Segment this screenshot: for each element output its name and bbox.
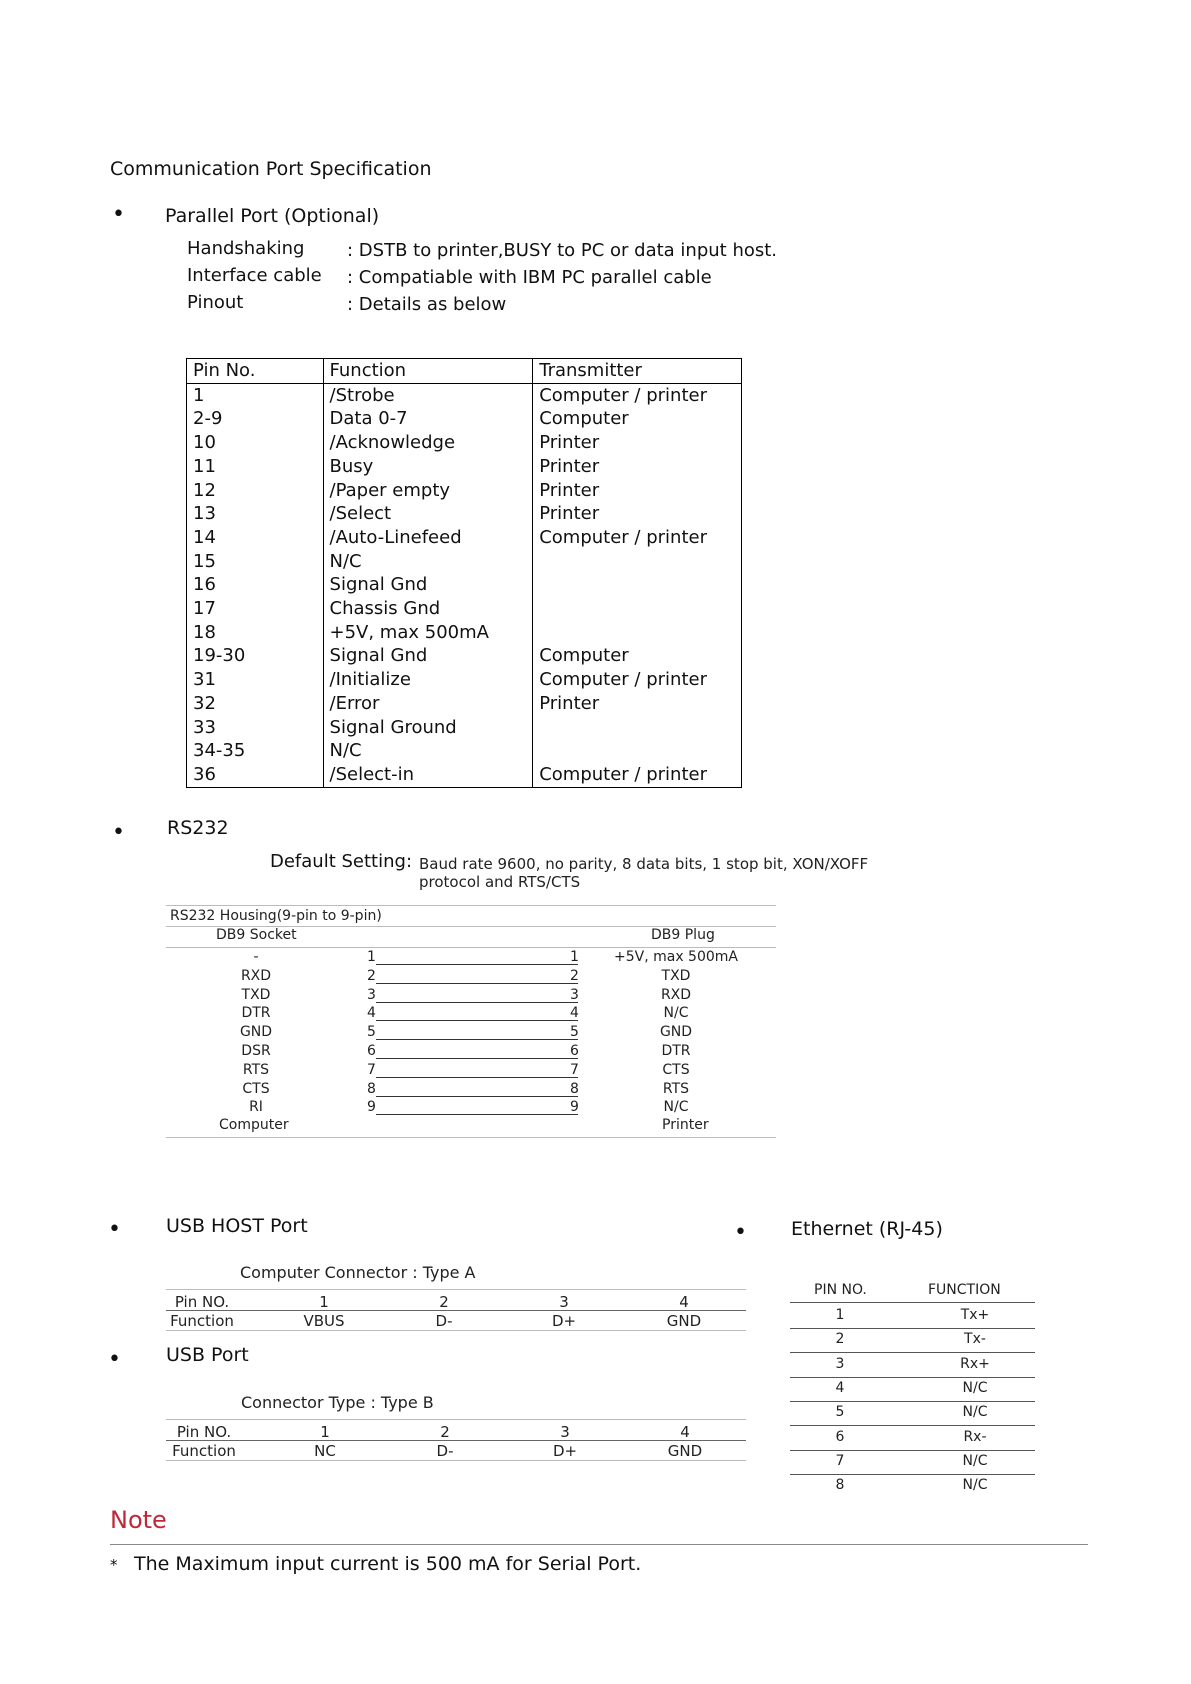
pin-no-label: Pin NO. (174, 1293, 230, 1311)
spec-key: Interface cable (187, 265, 322, 286)
function-cell: N/C (962, 1379, 988, 1396)
note-marker: * (110, 1556, 118, 1574)
pin-cell: 10 (187, 431, 324, 455)
pin-cell: 3 (835, 1355, 845, 1372)
transmitter-cell: Printer (533, 692, 742, 716)
pin-cell: 7 (835, 1452, 845, 1469)
usb-table (166, 1419, 746, 1459)
rs232-wiring (166, 905, 776, 1145)
function-cell: /Paper empty (323, 479, 533, 503)
table-row (790, 1450, 1035, 1475)
socket-pin: 9 (367, 1099, 376, 1116)
transmitter-cell: Computer / printer (533, 383, 742, 407)
pin-no-label: Pin NO. (176, 1423, 232, 1441)
usb-connector: Connector Type : Type B (241, 1393, 434, 1412)
socket-pin: 1 (367, 949, 376, 965)
pin-cell: 14 (187, 526, 324, 550)
pin-cell: 31 (187, 668, 324, 692)
function-cell: /Select (323, 502, 533, 526)
pin-cell: 33 (187, 716, 324, 740)
pin-cell: 4 (679, 1293, 689, 1311)
pin-cell: 2 (440, 1423, 450, 1441)
eth-col-header: FUNCTION (928, 1282, 1001, 1298)
ethernet-heading: Ethernet (RJ-45) (791, 1218, 943, 1240)
socket-signal: - (253, 949, 259, 965)
function-cell: Rx- (963, 1428, 987, 1445)
usb-heading: USB Port (166, 1344, 249, 1366)
transmitter-cell: Printer (533, 479, 742, 503)
plug-pin: 7 (570, 1061, 579, 1078)
wire-line (376, 983, 578, 984)
bullet-icon: • (112, 202, 125, 227)
plug-pin: 4 (570, 1005, 579, 1022)
plug-pin: 8 (570, 1080, 579, 1097)
usb-host-table (166, 1289, 746, 1329)
pin-cell: 12 (187, 479, 324, 503)
pin-cell: 1 (320, 1423, 330, 1441)
note-divider (110, 1544, 1088, 1545)
function-cell: +5V, max 500mA (323, 621, 533, 645)
table-row (187, 716, 742, 740)
spec-value: : Details as below (347, 294, 507, 315)
note-text-body: The Maximum input current is 500 mA for Serial Port. (134, 1553, 642, 1575)
function-cell: N/C (962, 1452, 988, 1469)
table-row (187, 455, 742, 479)
default-setting-label: Default Setting: (270, 851, 413, 872)
transmitter-cell (533, 550, 742, 574)
transmitter-cell: Printer (533, 455, 742, 479)
table-row (187, 597, 742, 621)
plug-pin: 6 (570, 1043, 579, 1059)
table-row (790, 1353, 1035, 1378)
function-cell: GND (667, 1442, 703, 1460)
transmitter-cell: Computer (533, 407, 742, 431)
function-cell: Rx+ (960, 1355, 990, 1372)
function-cell: N/C (962, 1477, 988, 1494)
pin-cell: 32 (187, 692, 324, 716)
function-cell: NC (314, 1442, 336, 1460)
pin-cell: 2-9 (187, 407, 324, 431)
pin-cell: 36 (187, 763, 324, 787)
pin-cell: 4 (680, 1423, 690, 1441)
function-cell: N/C (323, 739, 533, 763)
table-row (187, 573, 742, 597)
pin-cell: 8 (835, 1477, 845, 1494)
wiring-row (166, 1024, 776, 1043)
wire-line (376, 1002, 578, 1003)
function-cell: /Auto-Linefeed (323, 526, 533, 550)
transmitter-cell (533, 621, 742, 645)
table-row (187, 668, 742, 692)
table-row (790, 1328, 1035, 1353)
wiring-row (166, 968, 776, 987)
wire-line (376, 1039, 578, 1040)
page-title: Communication Port Specification (110, 158, 432, 180)
transmitter-cell: Computer / printer (533, 668, 742, 692)
wiring-row (166, 1099, 776, 1118)
table-row (187, 526, 742, 550)
parallel-specs (187, 235, 887, 316)
pin-cell: 3 (559, 1293, 569, 1311)
function-cell: VBUS (303, 1312, 345, 1330)
plug-signal: DTR (661, 1043, 691, 1059)
function-cell: Signal Gnd (323, 573, 533, 597)
table-row (187, 431, 742, 455)
function-cell: Busy (323, 455, 533, 479)
pin-cell: 1 (319, 1293, 329, 1311)
transmitter-cell: Computer / printer (533, 763, 742, 787)
bullet-icon: • (108, 1217, 121, 1242)
plug-signal: TXD (661, 967, 691, 984)
function-cell: D- (435, 1312, 453, 1330)
table-row (790, 1304, 1035, 1329)
usb-host-connector: Computer Connector : Type A (240, 1263, 476, 1282)
socket-pin: 6 (367, 1043, 376, 1059)
wiring-row (166, 1062, 776, 1081)
socket-signal: RXD (240, 967, 272, 984)
transmitter-cell: Printer (533, 502, 742, 526)
function-label: Function (172, 1442, 236, 1460)
table-row (790, 1426, 1035, 1451)
pin-cell: 16 (187, 573, 324, 597)
table-row (187, 407, 742, 431)
socket-signal: RTS (242, 1061, 270, 1078)
wire-line (376, 1058, 578, 1059)
function-cell: N/C (962, 1404, 988, 1421)
table-row (187, 621, 742, 645)
function-cell: /Select-in (323, 763, 533, 787)
pin-cell: 15 (187, 550, 324, 574)
table-row (790, 1401, 1035, 1426)
db9-plug-label: DB9 Plug (651, 927, 715, 943)
table-row (187, 479, 742, 503)
plug-pin: 1 (570, 949, 579, 965)
eth-col-header: PIN NO. (814, 1282, 867, 1298)
function-cell: GND (666, 1312, 702, 1330)
socket-pin: 4 (367, 1005, 376, 1022)
wiring-row (166, 987, 776, 1006)
spec-key: Pinout (187, 292, 244, 313)
socket-signal: TXD (241, 986, 271, 1003)
pin-cell: 5 (835, 1404, 845, 1421)
pin-cell: 2 (439, 1293, 449, 1311)
rs232-housing: RS232 Housing(9-pin to 9-pin) (170, 908, 382, 924)
function-label: Function (170, 1312, 234, 1330)
pin-cell: 1 (187, 383, 324, 407)
function-cell: Signal Gnd (323, 644, 533, 668)
pin-cell: 13 (187, 502, 324, 526)
pin-cell: 17 (187, 597, 324, 621)
pin-cell: 2 (835, 1331, 845, 1348)
pin-cell: 34-35 (187, 739, 324, 763)
socket-pin: 5 (367, 1024, 376, 1041)
col-header: Pin No. (187, 359, 324, 384)
table-row (187, 383, 742, 407)
transmitter-cell: Computer (533, 644, 742, 668)
socket-signal: RI (249, 1099, 263, 1116)
spec-value: : DSTB to printer,BUSY to PC or data input host. (347, 240, 778, 261)
pin-cell: 11 (187, 455, 324, 479)
spec-key: Handshaking (187, 238, 305, 259)
table-row (790, 1474, 1035, 1498)
wire-line (376, 1096, 578, 1097)
function-cell: D- (436, 1442, 454, 1460)
plug-signal: N/C (663, 1099, 689, 1116)
table-header-row (187, 359, 742, 384)
col-header: Function (323, 359, 533, 384)
rs232-heading: RS232 (167, 817, 229, 839)
socket-signal: CTS (242, 1080, 270, 1097)
pin-cell: 4 (835, 1379, 845, 1396)
socket-pin: 3 (367, 986, 376, 1003)
table-row (187, 692, 742, 716)
pin-cell: 18 (187, 621, 324, 645)
plug-signal: GND (659, 1024, 693, 1041)
spec-value: : Compatiable with IBM PC parallel cable (347, 267, 712, 288)
wire-line (376, 1114, 578, 1115)
function-cell: Data 0-7 (323, 407, 533, 431)
socket-signal: DSR (241, 1043, 271, 1059)
plug-pin: 9 (570, 1099, 579, 1116)
bullet-icon: • (734, 1220, 747, 1245)
usb-host-heading: USB HOST Port (166, 1215, 308, 1237)
table-row (187, 550, 742, 574)
wiring-row (166, 1043, 776, 1062)
default-setting-text: Baud rate 9600, no parity, 8 data bits, 1 stop bit, XON/XOFF (419, 855, 869, 873)
wiring-row (166, 949, 776, 968)
function-cell: Tx+ (960, 1307, 990, 1323)
function-cell: /Initialize (323, 668, 533, 692)
ethernet-table (790, 1282, 1035, 1502)
table-row (187, 739, 742, 763)
table-row (790, 1377, 1035, 1402)
function-cell: /Acknowledge (323, 431, 533, 455)
printer-label: Printer (662, 1117, 709, 1133)
function-cell: N/C (323, 550, 533, 574)
plug-signal: N/C (663, 1005, 689, 1022)
function-cell: Chassis Gnd (323, 597, 533, 621)
wire-line (376, 1020, 578, 1021)
transmitter-cell (533, 716, 742, 740)
socket-pin: 7 (367, 1061, 376, 1078)
default-setting-text-2: protocol and RTS/CTS (419, 873, 581, 891)
wire-line (376, 1077, 578, 1078)
wiring-row (166, 1081, 776, 1100)
pin-cell: 6 (835, 1428, 845, 1445)
plug-signal: RTS (662, 1080, 690, 1097)
wire-line (376, 964, 578, 965)
pin-cell: 3 (560, 1423, 570, 1441)
plug-pin: 5 (570, 1024, 579, 1041)
socket-pin: 8 (367, 1080, 376, 1097)
parallel-heading: Parallel Port (Optional) (165, 205, 380, 227)
plug-signal: +5V, max 500mA (613, 949, 738, 965)
computer-label: Computer (219, 1117, 289, 1133)
bullet-icon: • (108, 1347, 121, 1372)
transmitter-cell (533, 597, 742, 621)
table-row (187, 502, 742, 526)
note-title: Note (110, 1506, 167, 1534)
socket-signal: DTR (241, 1005, 271, 1022)
bullet-icon: • (112, 820, 125, 845)
plug-pin: 3 (570, 986, 579, 1003)
plug-signal: CTS (662, 1061, 690, 1078)
table-row (187, 763, 742, 787)
function-cell: D+ (551, 1312, 577, 1330)
function-cell: /Error (323, 692, 533, 716)
col-header: Transmitter (533, 359, 742, 384)
function-cell: D+ (552, 1442, 578, 1460)
pin-cell: 19-30 (187, 644, 324, 668)
transmitter-cell (533, 739, 742, 763)
transmitter-cell: Printer (533, 431, 742, 455)
plug-pin: 2 (570, 967, 579, 984)
transmitter-cell (533, 573, 742, 597)
pin-cell: 1 (835, 1307, 845, 1323)
transmitter-cell: Computer / printer (533, 526, 742, 550)
table-row (187, 644, 742, 668)
db9-socket-label: DB9 Socket (216, 927, 297, 943)
function-cell: Tx- (964, 1331, 986, 1348)
plug-signal: RXD (660, 986, 692, 1003)
socket-signal: GND (239, 1024, 273, 1041)
function-cell: Signal Ground (323, 716, 533, 740)
parallel-pinout-table (186, 358, 742, 788)
function-cell: /Strobe (323, 383, 533, 407)
socket-pin: 2 (367, 967, 376, 984)
note-text (110, 1553, 641, 1575)
wiring-row (166, 1005, 776, 1024)
